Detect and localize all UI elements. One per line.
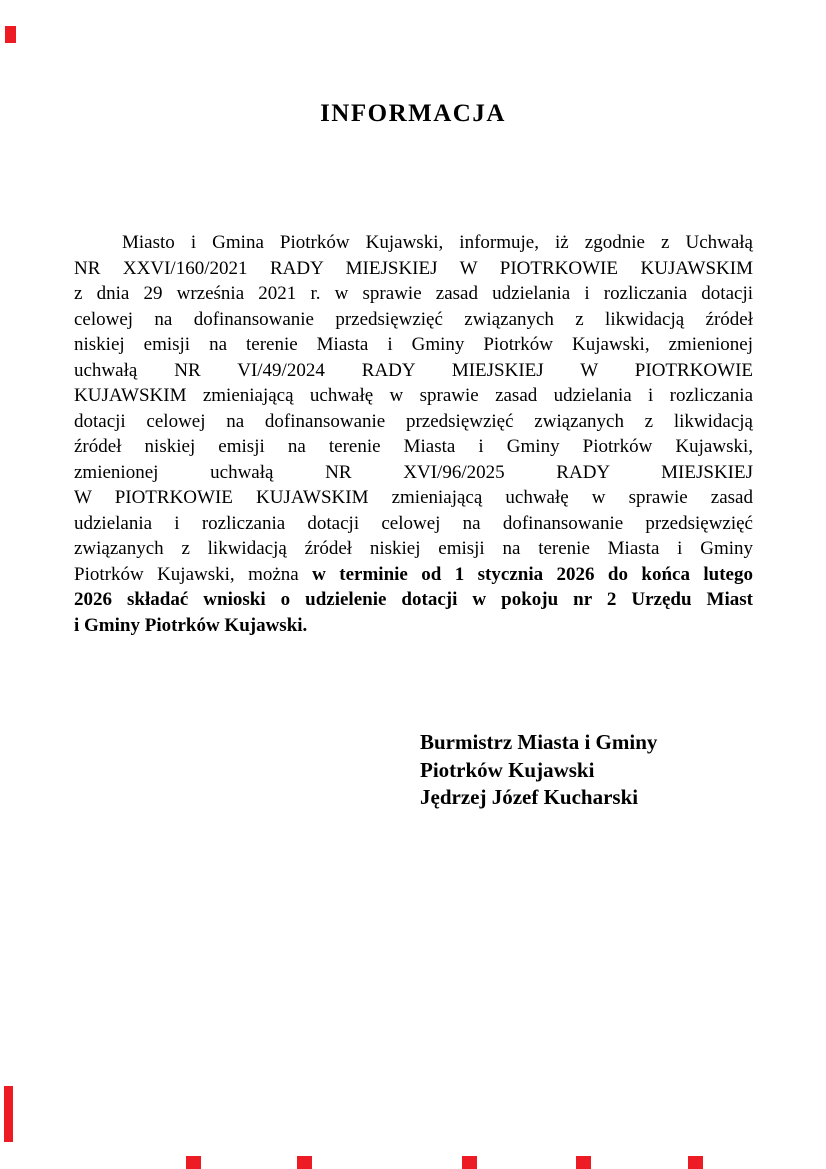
paragraph-line (74, 332, 753, 358)
paragraph-text: dotacji celowej na dofinansowanie przedsięwzięć związanych z likwidacją (74, 410, 753, 432)
paragraph-text: uchwałą NR VI/49/2024 RADY MIEJSKIEJ W PIOTRKOWIE (74, 359, 753, 381)
paragraph-text: związanych z likwidacją źródeł niskiej emisji na terenie Miasta i Gminy (74, 538, 753, 559)
paragraph-line (74, 511, 753, 537)
paragraph-line (74, 307, 753, 333)
paragraph-text: celowej na dofinansowanie przedsięwzięć związanych z likwidacją źródeł (74, 308, 753, 330)
red-scan-mark-bottom-2 (297, 1156, 312, 1169)
paragraph-line (74, 383, 753, 409)
paragraph-text-bold: 2026 składać wnioski o udzielenie dotacji w pokoju nr 2 Urzędu Miast (74, 589, 753, 610)
paragraph-text: z dnia 29 września 2021 r. w sprawie zasad udzielania i rozliczania dotacji (74, 283, 753, 304)
paragraph-text: Piotrków Kujawski, można (74, 563, 313, 585)
paragraph-text: zmienionej uchwałą NR XVI/96/2025 RADY MIEJSKIEJ (74, 461, 753, 483)
paragraph-line (74, 460, 753, 486)
paragraph-text-bold: w terminie od 1 stycznia 2026 do końca lutego (312, 563, 753, 585)
paragraph-text: udzielania i rozliczania dotacji celowej na dofinansowanie przedsięwzięć (74, 512, 753, 534)
paragraph-line (74, 409, 753, 435)
paragraph-line (74, 562, 753, 588)
signature-line-name: Jędrzej Józef Kucharski (420, 785, 639, 809)
paragraph-line (74, 434, 753, 460)
paragraph-line (74, 230, 753, 256)
paragraph-line (74, 587, 753, 613)
signature-line-municipality: Piotrków Kujawski (420, 757, 595, 782)
red-scan-mark-bottom-5 (688, 1156, 703, 1169)
red-scan-mark-bottom-1 (186, 1156, 201, 1169)
document-title: INFORMACJA (320, 100, 506, 127)
paragraph-text: Miasto i Gmina Piotrków Kujawski, informuje, iż zgodnie z Uchwałą (122, 232, 753, 253)
paragraph-text: W PIOTRKOWIE KUJAWSKIM zmieniającą uchwałę w sprawie zasad (74, 487, 753, 508)
paragraph-text: niskiej emisji na terenie Miasta i Gminy Piotrków Kujawski, zmienionej (74, 334, 753, 355)
paragraph-text-bold: i Gminy Piotrków Kujawski. (74, 614, 308, 636)
paragraph-line (74, 536, 753, 562)
red-scan-mark-bottom-3 (462, 1156, 477, 1169)
paragraph-line (74, 613, 753, 639)
signature-block (420, 729, 657, 812)
paragraph-line (74, 485, 753, 511)
paragraph-text: NR XXVI/160/2021 RADY MIEJSKIEJ W PIOTRKOWIE KUJAWSKIM (74, 257, 753, 279)
red-scan-mark-bottom-left (4, 1086, 13, 1142)
paragraph-text: źródeł niskiej emisji na terenie Miasta i Gminy Piotrków Kujawski, (74, 436, 753, 457)
red-scan-mark-top-left (5, 26, 16, 43)
red-scan-mark-bottom-4 (576, 1156, 591, 1169)
body-paragraph (74, 230, 753, 638)
paragraph-line (74, 256, 753, 282)
paragraph-line (74, 281, 753, 307)
paragraph-line (74, 358, 753, 384)
signature-line-role: Burmistrz Miasta i Gminy (420, 730, 658, 754)
paragraph-text: KUJAWSKIM zmieniającą uchwałę w sprawie zasad udzielania i rozliczania (74, 385, 753, 406)
